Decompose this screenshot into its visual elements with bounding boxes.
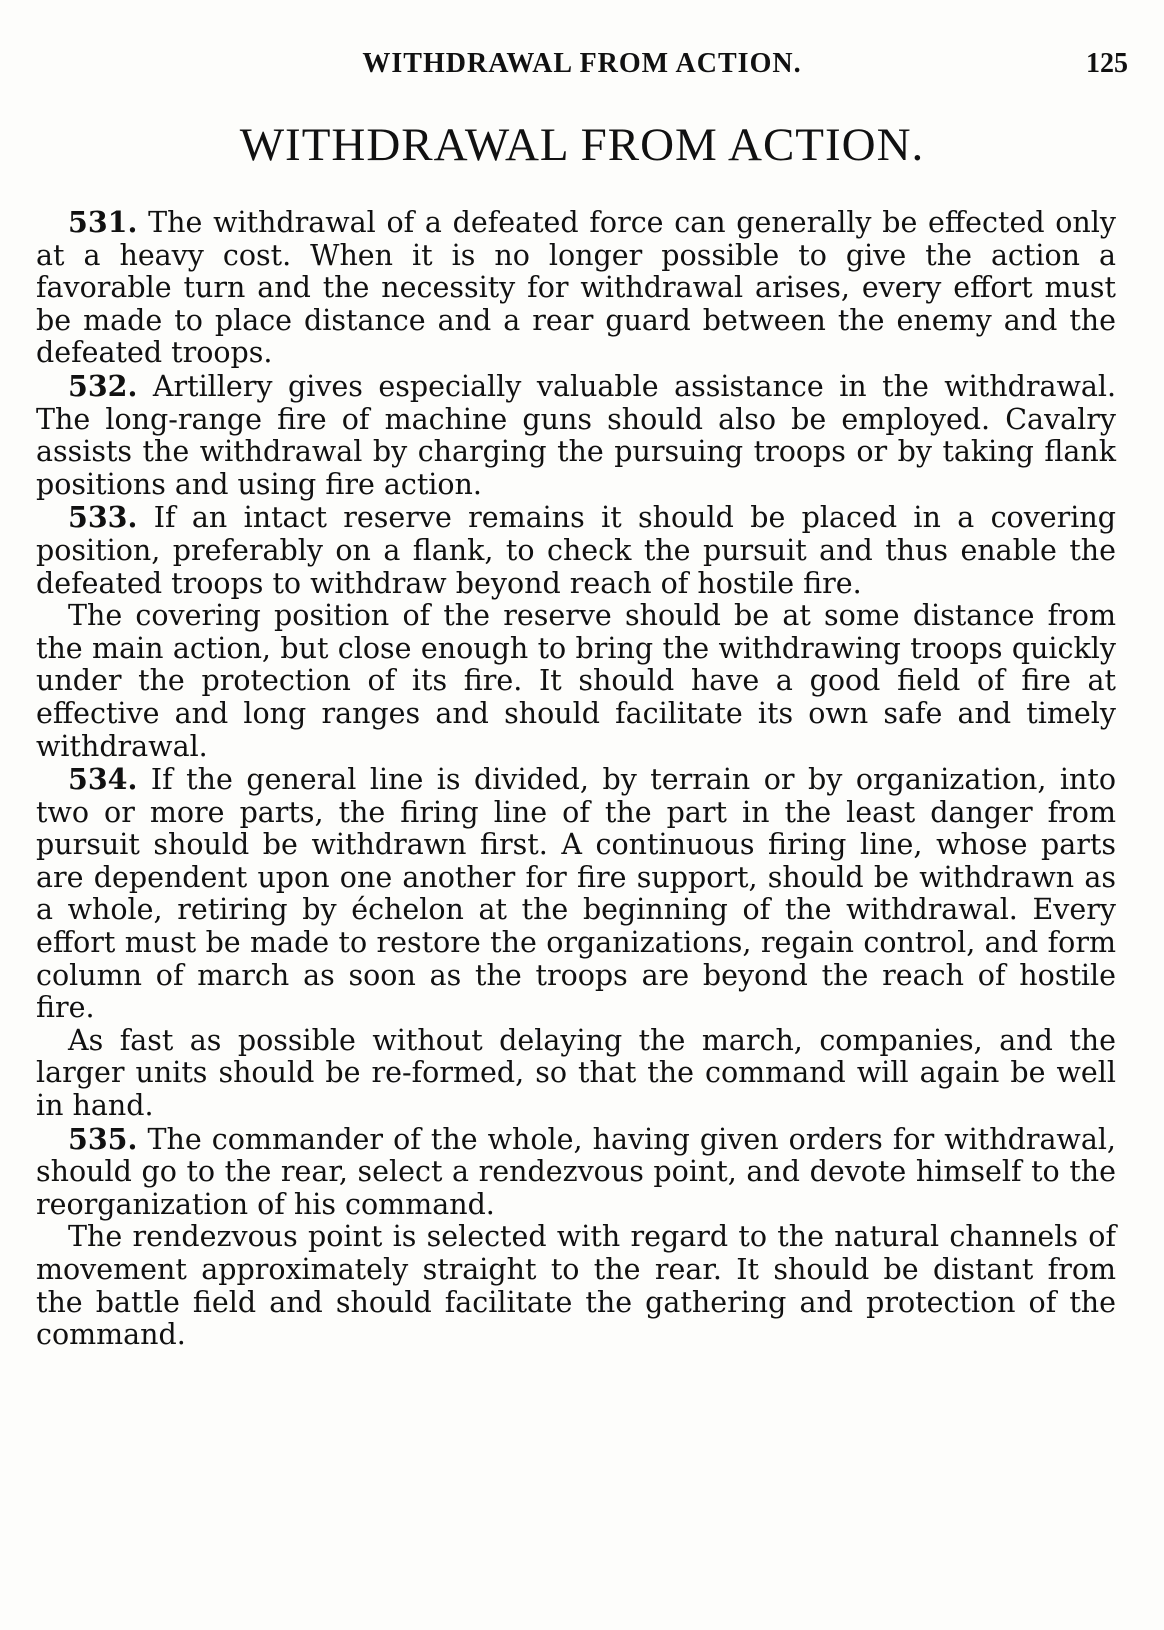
paragraph-535	[36, 1123, 1116, 1222]
paragraph-534-cont	[36, 1025, 1116, 1123]
paragraph-text: If an intact reserve remains it should be placed in a covering position, preferably on a flank, to check the pursuit and thus enable the defeated troops to withdraw beyond reach of hostile fire.	[36, 501, 1116, 600]
paragraph-534	[36, 763, 1116, 1025]
paragraph-text: If the general line is divided, by terrain or by organization, into two or more parts, the firing line of the part in the least danger from pursuit should be withdrawn first. A continuous firing line, whose parts are dependent upon one another for fire support, should be withdrawn as a whole, retiring by échelon at the beginning of the withdrawal. Every effort must be made to restore the organizations, regain control, and form column of march as soon as the troops are beyond the reach of hostile fire.	[36, 763, 1117, 1025]
running-title: WITHDRAWAL FROM ACTION.	[362, 48, 802, 79]
chapter-title: WITHDRAWAL FROM ACTION.	[239, 119, 925, 171]
paragraph-text: The rendezvous point is selected with regard to the natural channels of movement approximately straight to the rear. It should be distant from the battle field and should facilitate the gathering and protection of the command.	[36, 1220, 1116, 1352]
paragraph-number: 531.	[68, 205, 138, 239]
paragraph-535-cont	[36, 1221, 1116, 1351]
paragraph-text: The withdrawal of a defeated force can generally be effected only at a heavy cost. When it is no longer possible to give the action a favorable turn and the necessity for withdrawal arises, every effort must be made to place distance and a rear guard between the enemy and the defeated troops.	[36, 206, 1117, 370]
paragraph-text: As fast as possible without delaying the march, companies, and the larger units should be re-formed, so that the command will again be well in hand.	[36, 1023, 1116, 1123]
page-number: 125	[1086, 48, 1128, 79]
paragraph-531	[36, 206, 1116, 370]
paragraph-number: 535.	[68, 1121, 138, 1156]
paragraph-533-cont	[36, 600, 1116, 763]
paragraph-number: 533.	[68, 500, 138, 535]
paragraph-text: The covering position of the reserve should be at some distance from the main action, but close enough to bring the withdrawing troops quickly under the protection of its fire. It should have a good field of fire at effective and long ranges and should facilitate its own safe and timely withdrawal.	[36, 599, 1116, 763]
paragraph-533	[36, 501, 1116, 600]
paragraph-number: 534.	[68, 762, 138, 797]
running-head	[36, 48, 1128, 88]
paragraph-number: 532.	[68, 368, 138, 403]
paragraph-532	[36, 370, 1116, 501]
paragraph-text: Artillery gives especially valuable assistance in the withdrawal. The long-range fire of machine guns should also be employed. Cavalry assists the withdrawal by charging the pursuing troops or by taking flank positions and using fire action.	[36, 369, 1117, 501]
body-text	[36, 206, 1116, 1352]
paragraph-text: The commander of the whole, having given orders for withdrawal, should go to the rear, select a rendezvous point, and devote himself to the reorganization of his command.	[36, 1122, 1116, 1221]
